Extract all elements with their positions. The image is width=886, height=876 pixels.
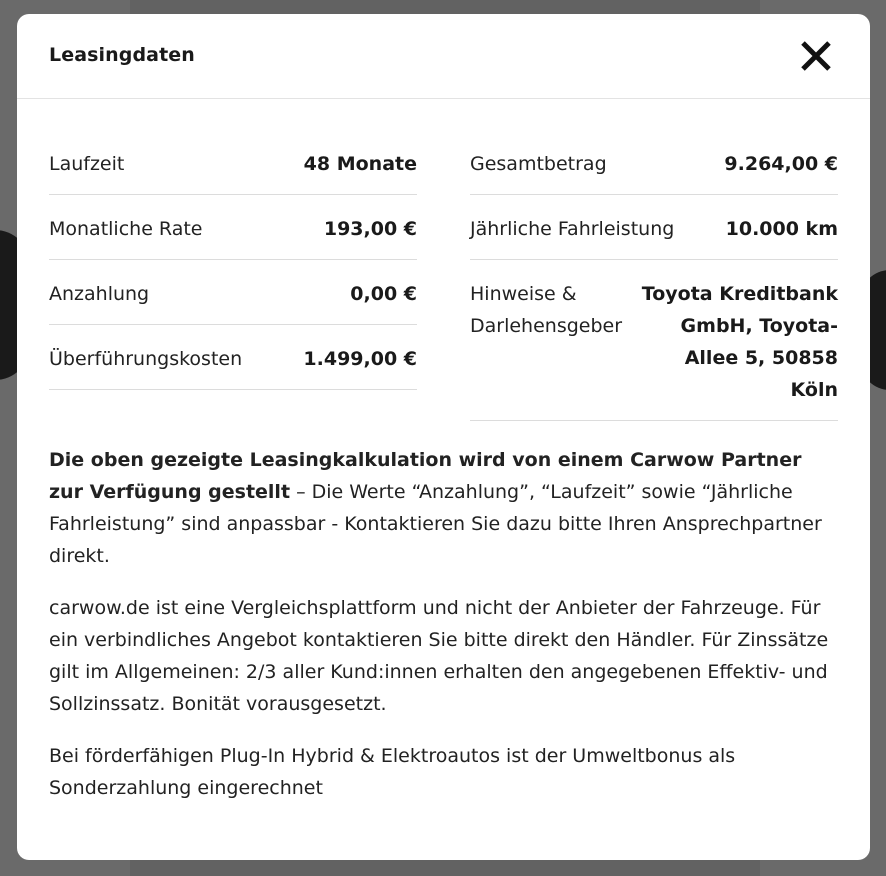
disclaimer-bold-text: Die oben gezeigte Leasingkalkulation wird von einem Carwow Partner zur Verfügung gestellt (49, 449, 802, 503)
detail-label: Gesamtbetrag (470, 153, 607, 175)
detail-label: Laufzeit (49, 153, 125, 175)
modal-title: Leasingdaten (49, 44, 195, 66)
detail-value: 10.000 km (725, 218, 838, 240)
detail-value: 9.264,00 € (724, 153, 838, 175)
detail-value: 0,00 € (350, 283, 417, 305)
detail-row-anzahlung (49, 260, 417, 325)
detail-row-darlehensgeber (470, 260, 838, 421)
detail-row-laufzeit (49, 130, 417, 195)
modal-header (17, 14, 870, 99)
detail-value: 48 Monate (303, 153, 417, 175)
close-icon (798, 38, 834, 74)
leasing-modal (17, 14, 870, 860)
disclaimer-paragraph-platform: carwow.de ist eine Vergleichsplattform und nicht der Anbieter der Fahrzeuge. Für ein verbindliches Angebot kontaktieren Sie bitte direkt den Händler. Für Zinssätze gilt im Allgemeinen: 2/3 aller Kund:innen erhalten den angegebenen Effektiv- und Sollzinssatz. Bonität vorausgesetzt. (49, 597, 829, 715)
detail-value: 193,00 € (323, 218, 417, 240)
leasing-details (49, 130, 838, 421)
detail-row-gesamtbetrag (470, 130, 838, 195)
disclaimer-paragraph-umweltbonus: Bei förderfähigen Plug-In Hybrid & Elektroautos ist der Umweltbonus als Sonderzahlung eingerechnet (49, 745, 736, 799)
disclaimer-paragraph-partner (49, 444, 839, 572)
close-button[interactable] (798, 38, 834, 74)
detail-row-ueberfuehrungskosten (49, 325, 417, 390)
detail-label: Hinweise & Darlehensgeber (470, 283, 623, 337)
detail-row-jaehrliche-fahrleistung (470, 195, 838, 260)
detail-value: Toyota Kreditbank GmbH, Toyota-Allee 5, 50858 Köln (641, 283, 838, 401)
detail-label: Anzahlung (49, 283, 150, 305)
detail-value: 1.499,00 € (303, 348, 417, 370)
detail-label: Jährliche Fahrleistung (470, 218, 675, 240)
disclaimer-text: – Die Werte “Anzahlung”, “Laufzeit” sowie “Jährliche Fahrleistung” sind anpassbar - Kontaktieren Sie dazu bitte Ihren Ansprechpartner direkt. (49, 481, 822, 567)
leasing-details-right (470, 130, 838, 421)
detail-row-monatliche-rate (49, 195, 417, 260)
disclaimer-texts (49, 444, 839, 824)
detail-label: Monatliche Rate (49, 218, 203, 240)
detail-label: Überführungskosten (49, 348, 243, 370)
leasing-details-left (49, 130, 417, 421)
